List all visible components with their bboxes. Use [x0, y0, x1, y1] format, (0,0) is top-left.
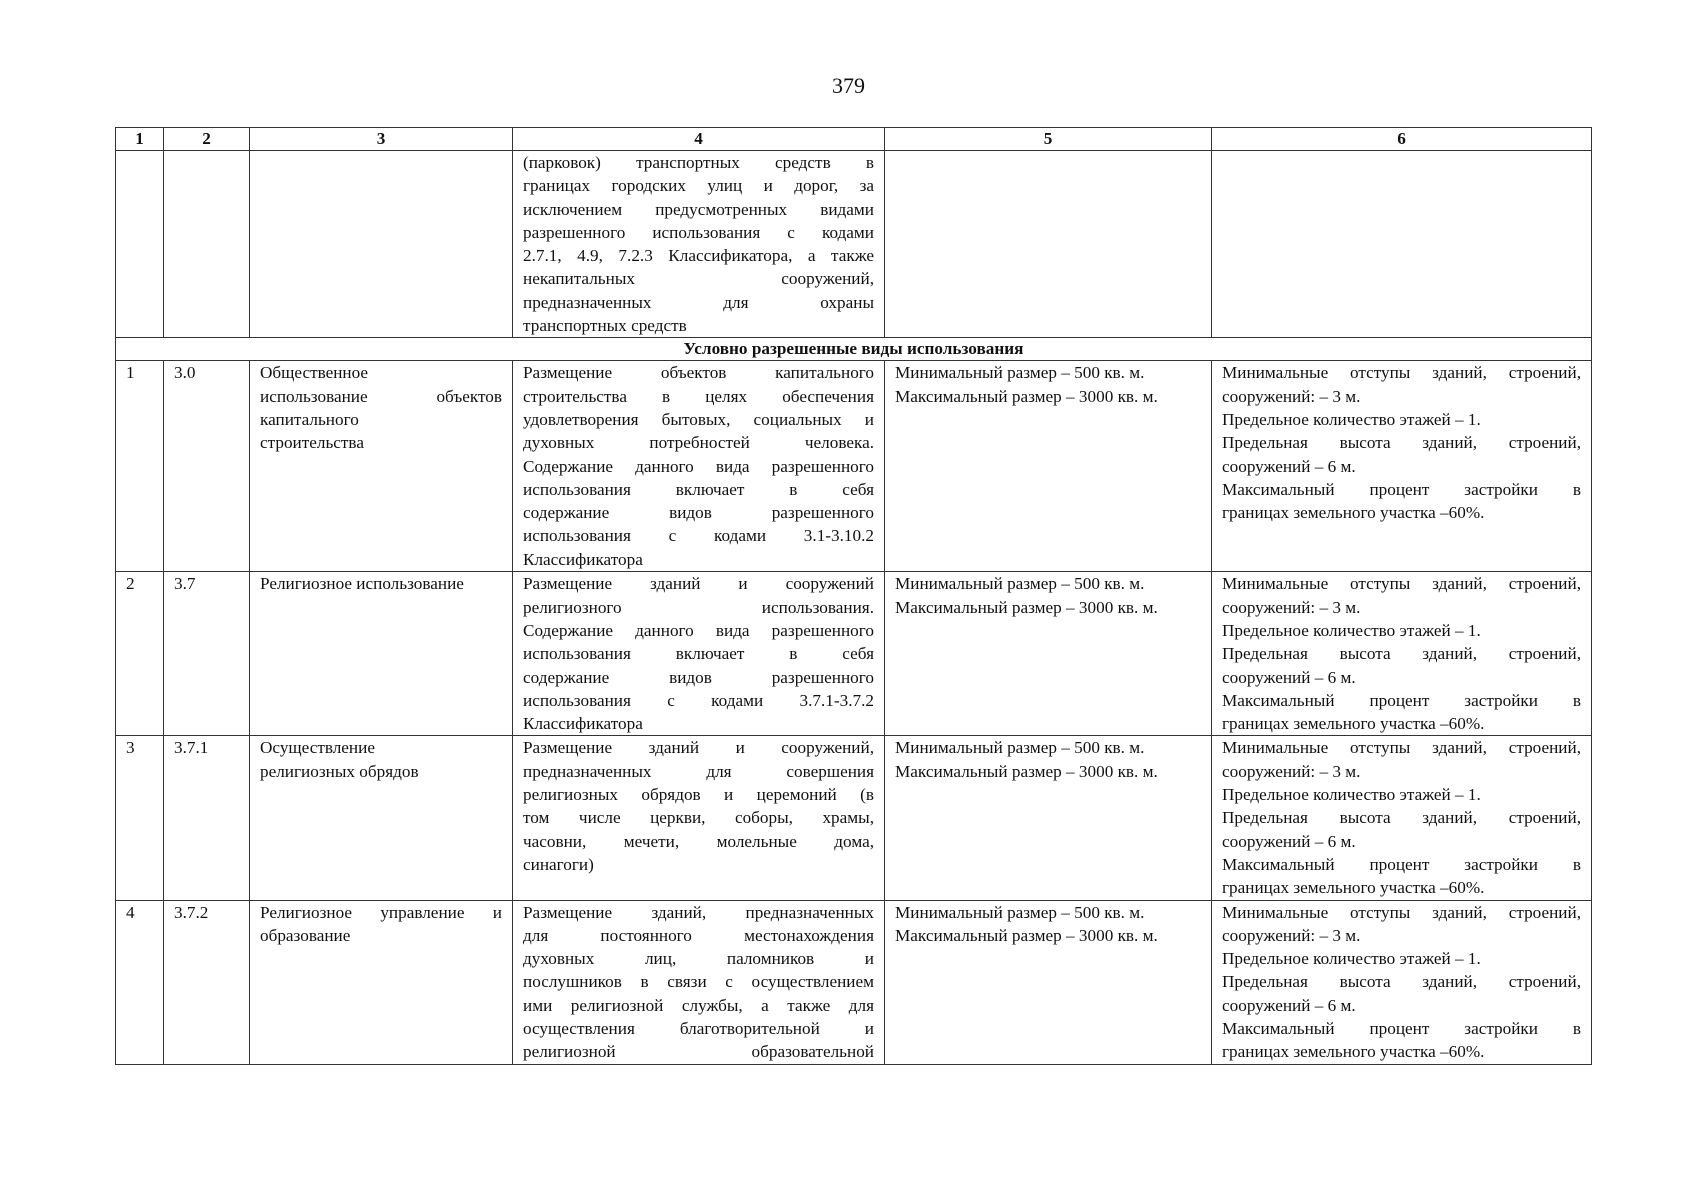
- building-params: [1212, 572, 1592, 736]
- plot-size: [885, 900, 1212, 1064]
- text-line: Минимальные отступы зданий, строений,: [1222, 363, 1581, 383]
- use-description: [513, 736, 885, 900]
- text-line: Максимальный размер – 3000 кв. м.: [895, 761, 1158, 781]
- text-line: использования включает в себя: [523, 644, 874, 664]
- header-row: [116, 128, 1592, 151]
- text-line: Минимальный размер – 500 кв. м.: [895, 738, 1145, 758]
- use-description: [513, 900, 885, 1064]
- text-line: содержание видов разрешенного: [523, 503, 874, 523]
- text-line: Максимальный размер – 3000 кв. м.: [895, 386, 1158, 406]
- table-row: [116, 361, 1592, 572]
- plot-size: [885, 361, 1212, 572]
- text-line: Классификатора: [523, 714, 643, 734]
- building-params: [1212, 900, 1592, 1064]
- text-line: образование: [260, 925, 351, 945]
- text-line: осуществления благотворительной и: [523, 1019, 874, 1039]
- text-line: некапитальных сооружений,: [523, 269, 874, 289]
- use-name: [250, 900, 513, 1064]
- text-line: Минимальный размер – 500 кв. м.: [895, 363, 1145, 383]
- text-line: использования включает в себя: [523, 479, 874, 499]
- empty-cell: [1212, 151, 1592, 338]
- text-line: Классификатора: [523, 549, 643, 569]
- text-line: Размещение зданий и сооружений,: [523, 738, 874, 758]
- continuation-description: [513, 151, 885, 338]
- empty-cell: [250, 151, 513, 338]
- text-line: Минимальный размер – 500 кв. м.: [895, 902, 1145, 922]
- use-name: [250, 736, 513, 900]
- text-line: разрешенного использования с кодами: [523, 222, 874, 242]
- text-line: Максимальный размер – 3000 кв. м.: [895, 597, 1158, 617]
- text-line: использования с кодами 3.1-3.10.2: [523, 526, 874, 546]
- text-line: синагоги): [523, 854, 594, 874]
- text-line: Предельная высота зданий, строений,: [1222, 433, 1581, 453]
- text-line: капитального: [260, 409, 359, 429]
- row-code: 3.0: [164, 361, 250, 572]
- text-line: границах земельного участка –60%.: [1222, 1042, 1485, 1062]
- text-line: сооружений – 6 м.: [1222, 456, 1356, 476]
- row-code: 3.7: [164, 572, 250, 736]
- text-line: Религиозное управление и: [260, 902, 502, 922]
- column-header: 4: [513, 128, 885, 151]
- text-line: использование объектов: [260, 386, 502, 406]
- plot-size: [885, 736, 1212, 900]
- section-title: Условно разрешенные виды использования: [116, 338, 1592, 361]
- text-line: Предельная высота зданий, строений,: [1222, 808, 1581, 828]
- text-line: Предельная высота зданий, строений,: [1222, 972, 1581, 992]
- text-line: сооружений: – 3 м.: [1222, 597, 1361, 617]
- text-line: предназначенных для охраны: [523, 292, 874, 312]
- text-line: предназначенных для совершения: [523, 761, 874, 781]
- text-line: религиозных обрядов: [260, 761, 419, 781]
- text-line: транспортных средств: [523, 316, 687, 336]
- text-line: границах земельного участка –60%.: [1222, 714, 1485, 734]
- column-header: 5: [885, 128, 1212, 151]
- building-params: [1212, 736, 1592, 900]
- use-name: [250, 361, 513, 572]
- text-line: Предельное количество этажей – 1.: [1222, 620, 1481, 640]
- row-code: 3.7.2: [164, 900, 250, 1064]
- text-line: содержание видов разрешенного: [523, 667, 874, 687]
- text-line: сооружений – 6 м.: [1222, 667, 1356, 687]
- text-line: Максимальный процент застройки в: [1222, 854, 1581, 874]
- section-row: [116, 338, 1592, 361]
- text-line: для постоянного местонахождения: [523, 925, 874, 945]
- empty-cell: [164, 151, 250, 338]
- text-line: границах земельного участка –60%.: [1222, 878, 1485, 898]
- text-line: Содержание данного вида разрешенного: [523, 620, 874, 640]
- text-line: Предельное количество этажей – 1.: [1222, 785, 1481, 805]
- text-line: религиозного использования.: [523, 597, 874, 617]
- text-line: 2.7.1, 4.9, 7.2.3 Классификатора, а также: [523, 246, 874, 266]
- table-row: [116, 572, 1592, 736]
- table-row: [116, 900, 1592, 1064]
- empty-cell: [885, 151, 1212, 338]
- text-line: том числе церкви, соборы, храмы,: [523, 808, 874, 828]
- column-header: 6: [1212, 128, 1592, 151]
- text-line: Предельное количество этажей – 1.: [1222, 409, 1481, 429]
- text-line: использования с кодами 3.7.1-3.7.2: [523, 690, 874, 710]
- text-line: Максимальный процент застройки в: [1222, 479, 1581, 499]
- text-line: сооружений – 6 м.: [1222, 995, 1356, 1015]
- column-header: 3: [250, 128, 513, 151]
- column-header: 2: [164, 128, 250, 151]
- text-line: Религиозное использование: [260, 574, 464, 594]
- text-line: сооружений: – 3 м.: [1222, 761, 1361, 781]
- row-number: 2: [116, 572, 164, 736]
- text-line: Размещение зданий и сооружений: [523, 574, 874, 594]
- text-line: религиозной образовательной: [523, 1042, 874, 1062]
- text-line: часовни, мечети, молельные дома,: [523, 831, 874, 851]
- use-description: [513, 572, 885, 736]
- land-use-table: [115, 127, 1592, 1065]
- text-line: послушников в связи с осуществлением: [523, 972, 874, 992]
- row-number: 3: [116, 736, 164, 900]
- plot-size: [885, 572, 1212, 736]
- text-line: сооружений: – 3 м.: [1222, 925, 1361, 945]
- text-line: Содержание данного вида разрешенного: [523, 456, 874, 476]
- column-header: 1: [116, 128, 164, 151]
- text-line: удовлетворения бытовых, социальных и: [523, 409, 874, 429]
- continuation-row: [116, 151, 1592, 338]
- text-line: сооружений: – 3 м.: [1222, 386, 1361, 406]
- table-row: [116, 736, 1592, 900]
- text-line: духовных потребностей человека.: [523, 433, 874, 453]
- row-code: 3.7.1: [164, 736, 250, 900]
- use-name: [250, 572, 513, 736]
- text-line: Максимальный процент застройки в: [1222, 1019, 1581, 1039]
- text-line: Предельная высота зданий, строений,: [1222, 644, 1581, 664]
- empty-cell: [116, 151, 164, 338]
- text-line: Минимальные отступы зданий, строений,: [1222, 902, 1581, 922]
- text-line: строительства: [260, 433, 364, 453]
- text-line: Предельное количество этажей – 1.: [1222, 949, 1481, 969]
- text-line: Общественное: [260, 363, 369, 383]
- text-line: строительства в целях обеспечения: [523, 386, 874, 406]
- text-line: Размещение зданий, предназначенных: [523, 902, 874, 922]
- text-line: Максимальный процент застройки в: [1222, 690, 1581, 710]
- text-line: Минимальные отступы зданий, строений,: [1222, 574, 1581, 594]
- row-number: 4: [116, 900, 164, 1064]
- text-line: Минимальный размер – 500 кв. м.: [895, 574, 1145, 594]
- text-line: исключением предусмотренных видами: [523, 199, 874, 219]
- text-line: (парковок) транспортных средств в: [523, 153, 874, 172]
- text-line: религиозных обрядов и церемоний (в: [523, 785, 874, 805]
- text-line: сооружений – 6 м.: [1222, 831, 1356, 851]
- text-line: Осуществление: [260, 738, 375, 758]
- building-params: [1212, 361, 1592, 572]
- text-line: Размещение объектов капитального: [523, 363, 874, 383]
- row-number: 1: [116, 361, 164, 572]
- page-number: 379: [832, 73, 865, 98]
- text-line: духовных лиц, паломников и: [523, 949, 874, 969]
- text-line: границах городских улиц и дорог, за: [523, 176, 874, 196]
- use-description: [513, 361, 885, 572]
- text-line: Минимальные отступы зданий, строений,: [1222, 738, 1581, 758]
- text-line: ими религиозной службы, а также для: [523, 995, 874, 1015]
- text-line: Максимальный размер – 3000 кв. м.: [895, 925, 1158, 945]
- text-line: границах земельного участка –60%.: [1222, 503, 1485, 523]
